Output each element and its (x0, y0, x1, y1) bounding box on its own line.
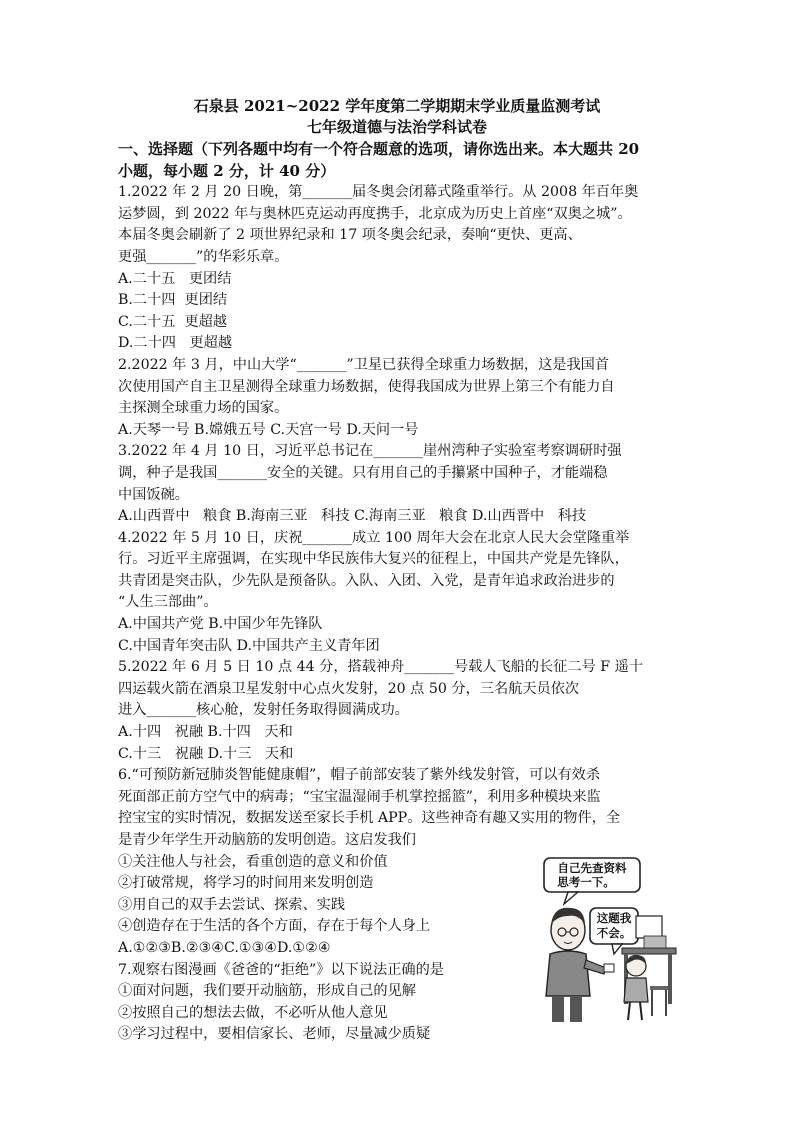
child-speech-bubble (590, 908, 638, 954)
question-stem-line: 是青少年学生开动脑筋的发明创造。这启发我们 (118, 832, 416, 848)
statement-2: ②打破常规，将学习的时间用来发明创造 (118, 875, 374, 892)
question-4 (118, 528, 700, 658)
question-stem-line: 次使用国产自主卫星测得全球重力场数据，使得我国成为世界上第三个有能力自 (118, 378, 615, 395)
question-stem-line: 本届冬奥会刷新了 2 项世界纪录和 17 项冬奥会纪录，奏响“更快、更高、 (118, 227, 582, 244)
options-line: C.中国青年突击队 D.中国共产主义青年团 (118, 637, 380, 654)
question-stem-line: “人生三部曲”。 (118, 594, 218, 611)
question-stem-line: 主探测全球重力场的国家。 (118, 400, 289, 417)
question-stem-line: 2.2022 年 3 月，中山大学“_______”卫星已获得全球重力场数据，这是我国首 (118, 356, 610, 373)
question-stem-line: 调，种子是我国_______安全的关键。只有用自己的手攥紧中国种子，才能端稳 (118, 464, 608, 481)
option-c: C.二十五 更超越 (118, 313, 228, 330)
statement-2: ②按照自己的想法去做，不必听从他人意见 (118, 1004, 388, 1021)
father-bubble-text-1: 自己先查资料 (557, 861, 627, 875)
statement-1: ①面对问题，我们要开动脑筋，形成自己的见解 (118, 983, 416, 1000)
statement-3: ③学习过程中，要相信家长、老师，尽量减少质疑 (118, 1026, 431, 1043)
question-stem-line: 四运载火箭在酒泉卫星发射中心点火发射，20 点 50 分，三名航天员依次 (118, 680, 580, 697)
question-stem-line: 3.2022 年 4 月 10 日，习近平总书记在_______崖州湾种子实验室考察调研时强 (118, 443, 622, 460)
child-bubble-text-1: 这题我 (596, 911, 632, 925)
cartoon-illustration (540, 856, 678, 1026)
options-line: A.十四 祝融 B.十四 天和 (118, 724, 293, 741)
question-2 (118, 355, 700, 441)
question-stem-line: 更强_______”的华彩乐章。 (118, 248, 289, 265)
father-bubble-text-2: 思考一下。 (557, 875, 615, 889)
question-stem-line: 7.观察右图漫画《爸爸的“拒绝”》以下说法正确的是 (118, 961, 444, 978)
exam-title: 石泉县 2021~2022 学年度第二学期期末学业质量监测考试 (193, 97, 601, 115)
option-b: B.二十四 更团结 (118, 292, 228, 309)
question-stem-line: 运梦圆，到 2022 年与奥林匹克运动再度携手，北京成为历史上首座“双奥之城”。 (118, 205, 632, 222)
question-stem-line: 5.2022 年 6 月 5 日 10 点 44 分，搭载神舟_______号载人飞船的长征二号 F 遥十 (118, 659, 644, 676)
option-a: A.二十五 更团结 (118, 270, 232, 287)
exam-subtitle: 七年级道德与法治学科试卷 (306, 118, 487, 136)
child-figure-icon (624, 955, 668, 1020)
question-5 (118, 657, 700, 765)
section-heading: 一、选择题（下列各题中均有一个符合题意的选项，请你选出来。本大题共 20 (118, 140, 640, 158)
option-d: D.二十四 更超越 (118, 335, 233, 352)
question-1 (118, 182, 700, 355)
father-speech-bubble (544, 858, 640, 904)
question-stem-line: 共青团是突击队，少先队是预备队。入队、入团、入党，是青年追求政治进步的 (118, 572, 615, 589)
options-line: A.天琴一号 B.嫦娥五号 C.天宫一号 D.天问一号 (118, 421, 419, 438)
question-stem-line: 4.2022 年 5 月 10 日，庆祝_______成立 100 周年大会在北京人民大会堂隆重举 (118, 529, 630, 546)
question-3 (118, 441, 700, 527)
question-stem-line: 控宝宝的实时情况，数据发送至家长手机 APP。这些神奇有趣又实用的物件，全 (118, 810, 621, 827)
question-stem-line: 6.“可预防新冠肺炎智能健康帽”，帽子前部安装了紫外线发射管，可以有效杀 (118, 767, 601, 784)
question-stem-line: 死面部正前方空气中的病毒；“宝宝温湿闹手机掌控摇篮”，利用多种模块来监 (118, 788, 601, 805)
options-line: A.①②③B.②③④C.①③④D.①②④ (118, 939, 331, 956)
question-stem-line: 1.2022 年 2 月 20 日晚，第_______届冬奥会闭幕式隆重举行。从 2008 年百年奥 (118, 184, 639, 201)
section-heading-cont: 小题，每小题 2 分，计 40 分） (118, 161, 336, 180)
options-line: A.中国共产党 B.中国少年先锋队 (118, 616, 323, 633)
statement-4: ④创造存在于生活的各个方面，存在于每个人身上 (118, 918, 431, 935)
child-bubble-text-2: 不会。 (596, 926, 632, 940)
question-stem-line: 进入_______核心舱，发射任务取得圆满成功。 (118, 702, 409, 719)
question-stem-line: 中国饭碗。 (118, 486, 189, 503)
statement-3: ③用自己的双手去尝试、探索、实践 (118, 896, 346, 913)
question-stem-line: 行。习近平主席强调，在实现中华民族伟大复兴的征程上，中国共产党是先锋队， (118, 551, 629, 568)
statement-1: ①关注他人与社会，看重创造的意义和价值 (118, 853, 388, 870)
options-line: C.十三 祝融 D.十三 天和 (118, 745, 294, 762)
options-line: A.山西晋中 粮食 B.海南三亚 科技 C.海南三亚 粮食 D.山西晋中 科技 (118, 508, 587, 525)
